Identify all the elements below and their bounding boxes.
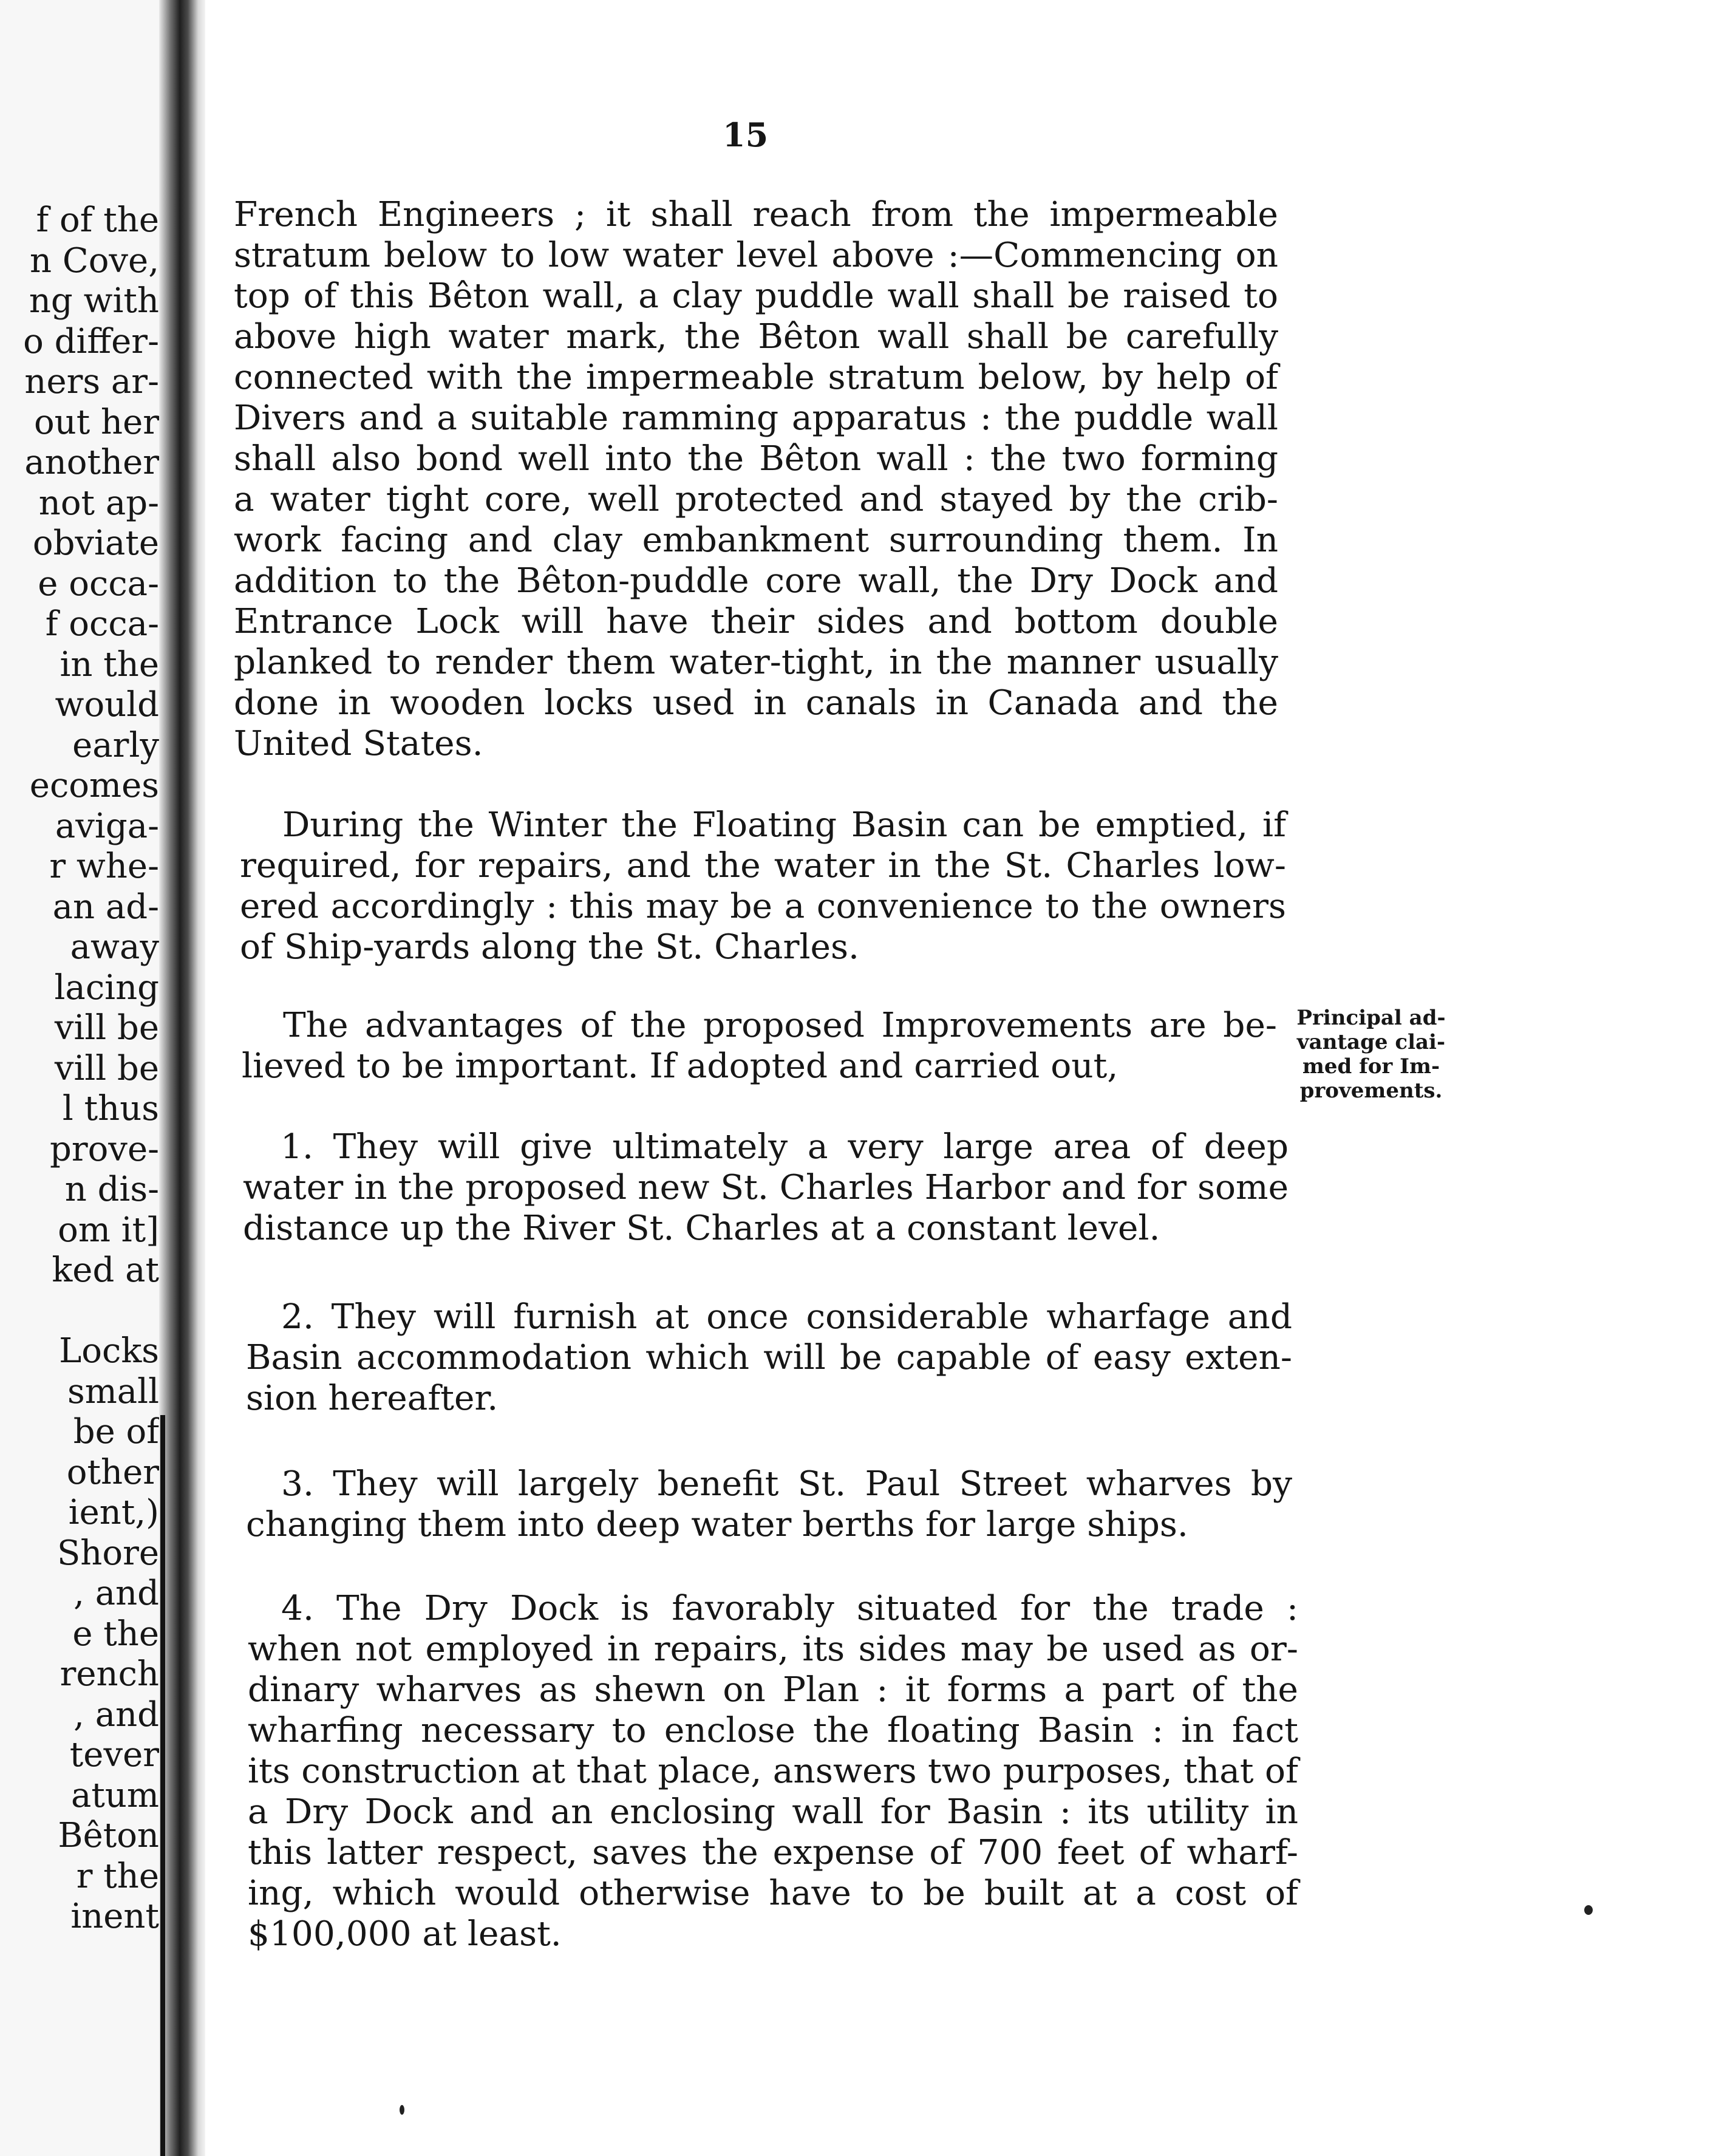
- left-page-line: ners ar-: [24, 362, 159, 401]
- margin-note-line: vantage clai-: [1296, 1030, 1446, 1054]
- left-page-line: e the: [72, 1614, 159, 1654]
- left-page-line: vill be: [54, 1048, 159, 1088]
- paragraph: [240, 805, 1286, 967]
- text-line: 1. They will give ultimately a very large area of deep: [281, 1127, 1289, 1167]
- left-page-line: n Cove,: [29, 241, 159, 281]
- left-page-line: r whe-: [49, 847, 159, 886]
- text-line: addition to the Bêton-puddle core wall, the Dry Dock and: [234, 561, 1278, 601]
- text-line: Divers and a suitable ramming apparatus : the puddle wall: [234, 398, 1278, 438]
- text-line: a Dry Dock and an enclosing wall for Basin : its utility in: [248, 1792, 1298, 1832]
- left-page-line: an ad-: [52, 887, 159, 927]
- left-page-line: ient,): [68, 1493, 159, 1532]
- text-line: French Engineers ; it shall reach from the impermeable: [234, 195, 1278, 234]
- text-line: ered accordingly : this may be a convenience to the owners: [240, 887, 1286, 926]
- text-line: required, for repairs, and the water in the St. Charles low-: [240, 846, 1286, 885]
- left-page-line: be of: [73, 1412, 159, 1452]
- left-page-line: ecomes: [29, 766, 159, 805]
- left-page-line: r the: [76, 1856, 159, 1896]
- margin-note-line: Principal ad-: [1296, 1006, 1446, 1030]
- text-line: The advantages of the proposed Improvements are be-: [283, 1006, 1277, 1045]
- margin-note: [1292, 1006, 1450, 1103]
- left-page-fragment: [0, 0, 159, 2156]
- text-line: top of this Bêton wall, a clay puddle wall shall be raised to: [234, 276, 1278, 316]
- paragraph: [242, 1005, 1277, 1087]
- left-page-line: inent: [70, 1897, 159, 1936]
- text-line: water in the proposed new St. Charles Harbor and for some: [243, 1168, 1289, 1207]
- text-line: stratum below to low water level above :—Commencing on: [234, 236, 1278, 275]
- left-page-line: early: [72, 725, 159, 765]
- text-line: dinary wharves as shewn on Plan : it forms a part of the: [248, 1670, 1298, 1710]
- left-page-line: n dis-: [64, 1170, 159, 1209]
- text-line: United States.: [234, 724, 483, 763]
- left-page-line: not ap-: [38, 483, 159, 523]
- text-line: above high water mark, the Bêton wall shall be carefully: [234, 317, 1278, 356]
- left-page-line: prove-: [49, 1129, 159, 1169]
- left-page-line: out her: [33, 402, 159, 442]
- left-page-line: in the: [60, 644, 159, 684]
- left-page-line: f of the: [36, 200, 159, 240]
- text-line: when not employed in repairs, its sides may be used as or-: [248, 1629, 1298, 1669]
- gutter-shadow-line: [160, 1415, 165, 2156]
- left-page-line: tever: [69, 1735, 159, 1775]
- left-page-line: om it]: [58, 1210, 159, 1250]
- left-page-line: , and: [73, 1574, 159, 1613]
- text-line: During the Winter the Floating Basin can be emptied, if: [282, 805, 1286, 845]
- text-line: sion hereafter.: [246, 1379, 499, 1418]
- left-page-line: e occa-: [38, 564, 159, 604]
- margin-note-line: med for Im-: [1302, 1054, 1440, 1079]
- text-line: Basin accommodation which will be capable of easy exten-: [246, 1338, 1292, 1377]
- ink-speck: [400, 2105, 404, 2115]
- text-line: $100,000 at least.: [248, 1914, 562, 1954]
- left-page-line: other: [66, 1452, 159, 1492]
- left-page-line: another: [24, 443, 159, 482]
- left-page-line: l thus: [62, 1089, 159, 1128]
- text-line: work facing and clay embankment surrounding them. In: [234, 520, 1278, 560]
- paragraph: [243, 1127, 1289, 1249]
- text-line: wharfing necessary to enclose the floating Basin : in fact: [248, 1711, 1298, 1750]
- left-page-line: Locks: [59, 1331, 159, 1371]
- text-line: changing them into deep water berths for large ships.: [246, 1505, 1188, 1544]
- text-line: of Ship-yards along the St. Charles.: [240, 927, 859, 967]
- left-page-line: o differ-: [23, 321, 159, 361]
- text-line: this latter respect, saves the expense of 700 feet of wharf-: [248, 1833, 1298, 1872]
- left-page-line: ng with: [29, 281, 159, 321]
- text-line: connected with the impermeable stratum below, by help of: [234, 358, 1278, 397]
- ink-speck: [1584, 1905, 1593, 1915]
- margin-note-line: provements.: [1299, 1079, 1443, 1103]
- left-page-line: atum: [70, 1775, 159, 1815]
- text-line: lieved to be important. If adopted and carried out,: [242, 1046, 1118, 1086]
- left-page-line: lacing: [54, 967, 159, 1008]
- text-line: planked to render them water-tight, in the manner usually: [234, 643, 1278, 682]
- text-line: Entrance Lock will have their sides and bottom double: [234, 602, 1278, 641]
- text-line: 2. They will furnish at once considerable wharfage and: [281, 1297, 1292, 1337]
- paragraph: [234, 194, 1278, 764]
- text-line: ing, which would otherwise have to be built at a cost of: [248, 1874, 1298, 1913]
- left-page-line: small: [67, 1371, 159, 1411]
- text-line: done in wooden locks used in canals in Canada and the: [234, 683, 1278, 723]
- left-page-line: would: [55, 685, 159, 725]
- text-line: distance up the River St. Charles at a constant level.: [243, 1209, 1160, 1248]
- text-line: 3. They will largely benefit St. Paul Street wharves by: [281, 1464, 1292, 1504]
- left-page-line: Shore: [56, 1533, 159, 1573]
- paragraph: [246, 1297, 1292, 1419]
- paragraph: [248, 1588, 1298, 1954]
- page-number: 15: [723, 115, 769, 154]
- text-line: its construction at that place, answers two purposes, that of: [248, 1752, 1298, 1791]
- left-page-line: f occa-: [45, 604, 159, 644]
- left-page-line: ked at: [52, 1250, 159, 1290]
- paragraph: [246, 1464, 1292, 1545]
- left-page-line: rench: [60, 1654, 159, 1694]
- left-page-line: , and: [73, 1694, 159, 1735]
- left-page-line: vill be: [54, 1008, 159, 1048]
- text-line: 4. The Dry Dock is favorably situated for the trade :: [281, 1589, 1298, 1628]
- text-line: a water tight core, well protected and stayed by the crib-: [234, 480, 1278, 519]
- left-page-line: obviate: [32, 524, 159, 563]
- left-page-line: away: [70, 927, 159, 967]
- text-line: shall also bond well into the Bêton wall : the two forming: [234, 439, 1278, 479]
- book-gutter: [159, 0, 205, 2156]
- left-page-line: Bêton: [58, 1816, 159, 1855]
- left-page-line: aviga-: [55, 806, 159, 846]
